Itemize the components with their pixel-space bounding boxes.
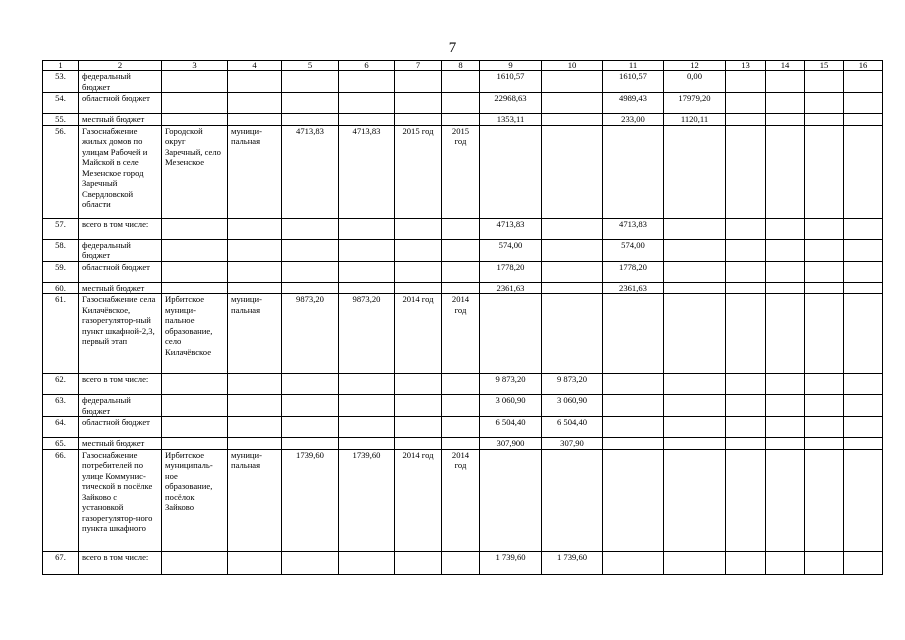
empty-cell bbox=[844, 93, 883, 114]
empty-cell bbox=[726, 417, 766, 438]
empty-cell bbox=[844, 417, 883, 438]
table-cell: 307,900 bbox=[480, 438, 542, 450]
table-cell bbox=[339, 374, 395, 395]
column-header: 1 bbox=[43, 61, 79, 71]
table-cell bbox=[542, 114, 603, 126]
table-cell: 1778,20 bbox=[603, 261, 664, 282]
table-cell: Ирбитское муниципаль-ное образование, посёлок Зайково bbox=[162, 449, 228, 551]
table-cell bbox=[442, 93, 480, 114]
table-cell: 2361,63 bbox=[603, 282, 664, 294]
empty-cell bbox=[726, 261, 766, 282]
empty-cell bbox=[726, 71, 766, 93]
table-cell bbox=[664, 218, 726, 239]
table-cell: 3 060,90 bbox=[542, 395, 603, 417]
table-header bbox=[43, 61, 883, 71]
table-cell: 0,00 bbox=[664, 71, 726, 93]
table-cell bbox=[442, 417, 480, 438]
table-row bbox=[43, 438, 883, 450]
table-cell bbox=[162, 114, 228, 126]
table-row bbox=[43, 417, 883, 438]
table-cell bbox=[162, 71, 228, 93]
row-number-cell: 53. bbox=[43, 71, 79, 93]
empty-cell bbox=[844, 395, 883, 417]
table-cell: 2014 год bbox=[442, 449, 480, 551]
row-number-cell: 58. bbox=[43, 239, 79, 261]
table-cell: 4713,83 bbox=[339, 125, 395, 218]
table-cell bbox=[162, 551, 228, 574]
row-number-cell: 56. bbox=[43, 125, 79, 218]
empty-cell bbox=[766, 93, 805, 114]
table-cell bbox=[282, 374, 339, 395]
table-cell: 1739,60 bbox=[339, 449, 395, 551]
table-cell bbox=[162, 239, 228, 261]
table-cell bbox=[339, 395, 395, 417]
table-cell bbox=[228, 261, 282, 282]
empty-cell bbox=[726, 114, 766, 126]
table-cell: 1 739,60 bbox=[542, 551, 603, 574]
row-number-cell: 55. bbox=[43, 114, 79, 126]
table-cell: 3 060,90 bbox=[480, 395, 542, 417]
empty-cell bbox=[805, 294, 844, 374]
table-cell bbox=[442, 395, 480, 417]
table-cell bbox=[282, 261, 339, 282]
table-cell: 4713,83 bbox=[603, 218, 664, 239]
table-cell: 574,00 bbox=[480, 239, 542, 261]
table-cell: 1353,11 bbox=[480, 114, 542, 126]
table-cell bbox=[542, 125, 603, 218]
table-cell bbox=[228, 551, 282, 574]
column-header: 7 bbox=[395, 61, 442, 71]
table-cell bbox=[542, 282, 603, 294]
table-cell bbox=[603, 417, 664, 438]
empty-cell bbox=[766, 395, 805, 417]
table-cell bbox=[282, 218, 339, 239]
table-cell bbox=[228, 218, 282, 239]
table-cell bbox=[162, 218, 228, 239]
table-cell bbox=[395, 395, 442, 417]
table-cell bbox=[603, 125, 664, 218]
table-cell bbox=[442, 239, 480, 261]
table-cell bbox=[282, 239, 339, 261]
table-cell bbox=[395, 93, 442, 114]
table-cell: 1610,57 bbox=[603, 71, 664, 93]
empty-cell bbox=[726, 218, 766, 239]
table-cell bbox=[664, 125, 726, 218]
column-header: 12 bbox=[664, 61, 726, 71]
empty-cell bbox=[766, 551, 805, 574]
table-cell bbox=[228, 71, 282, 93]
table-cell bbox=[603, 449, 664, 551]
table-cell bbox=[282, 282, 339, 294]
table-cell bbox=[339, 71, 395, 93]
column-header: 3 bbox=[162, 61, 228, 71]
table-cell: местный бюджет bbox=[79, 114, 162, 126]
row-number-cell: 66. bbox=[43, 449, 79, 551]
table-cell bbox=[162, 261, 228, 282]
table-cell bbox=[282, 551, 339, 574]
table-cell bbox=[603, 438, 664, 450]
column-header: 14 bbox=[766, 61, 805, 71]
table-row bbox=[43, 114, 883, 126]
table-cell bbox=[228, 417, 282, 438]
row-number-cell: 67. bbox=[43, 551, 79, 574]
column-header: 10 bbox=[542, 61, 603, 71]
table-cell bbox=[664, 261, 726, 282]
table-cell: Городской округ Заречный, село Мезенское bbox=[162, 125, 228, 218]
table-cell bbox=[442, 114, 480, 126]
table-cell bbox=[442, 374, 480, 395]
empty-cell bbox=[766, 294, 805, 374]
empty-cell bbox=[805, 551, 844, 574]
table-cell bbox=[339, 282, 395, 294]
table-row bbox=[43, 294, 883, 374]
table-cell: муници-пальная bbox=[228, 449, 282, 551]
empty-cell bbox=[766, 449, 805, 551]
table-cell bbox=[395, 239, 442, 261]
table-cell bbox=[395, 218, 442, 239]
empty-cell bbox=[766, 374, 805, 395]
table-cell bbox=[542, 449, 603, 551]
table-cell bbox=[442, 71, 480, 93]
table-cell bbox=[480, 449, 542, 551]
empty-cell bbox=[805, 374, 844, 395]
column-header: 2 bbox=[79, 61, 162, 71]
table-cell bbox=[664, 239, 726, 261]
column-header: 13 bbox=[726, 61, 766, 71]
row-number-cell: 59. bbox=[43, 261, 79, 282]
table-cell bbox=[395, 417, 442, 438]
table-cell bbox=[664, 282, 726, 294]
empty-cell bbox=[844, 125, 883, 218]
empty-cell bbox=[726, 93, 766, 114]
table-cell: всего в том числе: bbox=[79, 374, 162, 395]
table-cell: Газоснабжение жилых домов по улицам Рабочей и Майской в селе Мезенское город Заречный Свердловской области bbox=[79, 125, 162, 218]
table-cell bbox=[542, 93, 603, 114]
table-cell: Газоснабжение потребителей по улице Коммунис-тической в посёлке Зайково с установкой газорегулятор-ного пункта шкафного bbox=[79, 449, 162, 551]
empty-cell bbox=[766, 282, 805, 294]
table-cell: 4713,83 bbox=[282, 125, 339, 218]
empty-cell bbox=[766, 125, 805, 218]
table-cell: 2015 год bbox=[395, 125, 442, 218]
empty-cell bbox=[805, 438, 844, 450]
table-cell: 9873,20 bbox=[282, 294, 339, 374]
table-cell bbox=[162, 282, 228, 294]
table-cell: местный бюджет bbox=[79, 282, 162, 294]
table-cell bbox=[480, 125, 542, 218]
table-cell bbox=[395, 114, 442, 126]
table-cell bbox=[339, 261, 395, 282]
table-cell: 2361,63 bbox=[480, 282, 542, 294]
empty-cell bbox=[805, 218, 844, 239]
table-cell: областной бюджет bbox=[79, 417, 162, 438]
table-cell bbox=[228, 374, 282, 395]
table-cell: 6 504,40 bbox=[480, 417, 542, 438]
empty-cell bbox=[805, 71, 844, 93]
table-cell bbox=[228, 93, 282, 114]
table-cell bbox=[339, 93, 395, 114]
table-cell bbox=[339, 114, 395, 126]
table-cell: 1778,20 bbox=[480, 261, 542, 282]
column-header: 15 bbox=[805, 61, 844, 71]
table-cell: областной бюджет bbox=[79, 261, 162, 282]
row-number-cell: 54. bbox=[43, 93, 79, 114]
table-cell bbox=[542, 71, 603, 93]
empty-cell bbox=[844, 239, 883, 261]
table-cell: муници-пальная bbox=[228, 125, 282, 218]
table-row bbox=[43, 261, 883, 282]
table-cell: 1120,11 bbox=[664, 114, 726, 126]
table-cell bbox=[442, 438, 480, 450]
table-cell bbox=[395, 71, 442, 93]
table-cell: 4713,83 bbox=[480, 218, 542, 239]
table-row bbox=[43, 218, 883, 239]
empty-cell bbox=[844, 294, 883, 374]
row-number-cell: 60. bbox=[43, 282, 79, 294]
empty-cell bbox=[844, 114, 883, 126]
empty-cell bbox=[805, 239, 844, 261]
table-cell bbox=[339, 239, 395, 261]
row-number-cell: 62. bbox=[43, 374, 79, 395]
empty-cell bbox=[844, 218, 883, 239]
column-header: 9 bbox=[480, 61, 542, 71]
table-row bbox=[43, 125, 883, 218]
empty-cell bbox=[766, 438, 805, 450]
table-cell bbox=[282, 114, 339, 126]
table-cell bbox=[395, 261, 442, 282]
table-cell bbox=[603, 374, 664, 395]
table-cell: всего в том числе: bbox=[79, 551, 162, 574]
column-header: 16 bbox=[844, 61, 883, 71]
table-cell bbox=[339, 218, 395, 239]
table-cell bbox=[603, 551, 664, 574]
table-cell bbox=[395, 438, 442, 450]
empty-cell bbox=[805, 261, 844, 282]
table-cell: 2014 год bbox=[395, 449, 442, 551]
table-cell bbox=[542, 239, 603, 261]
table-cell: 1739,60 bbox=[282, 449, 339, 551]
table-cell: 17979,20 bbox=[664, 93, 726, 114]
table-cell bbox=[228, 114, 282, 126]
table-cell: всего в том числе: bbox=[79, 218, 162, 239]
row-number-cell: 61. bbox=[43, 294, 79, 374]
table-cell bbox=[282, 395, 339, 417]
empty-cell bbox=[766, 239, 805, 261]
table-cell: 9 873,20 bbox=[542, 374, 603, 395]
table-cell: федеральный бюджет bbox=[79, 239, 162, 261]
column-header: 4 bbox=[228, 61, 282, 71]
empty-cell bbox=[805, 417, 844, 438]
table-cell bbox=[664, 551, 726, 574]
table-cell bbox=[228, 282, 282, 294]
empty-cell bbox=[844, 438, 883, 450]
table-cell: 574,00 bbox=[603, 239, 664, 261]
table-cell bbox=[228, 438, 282, 450]
table-cell bbox=[395, 374, 442, 395]
table-cell: Ирбитское муници-пальное образование, село Килачёвское bbox=[162, 294, 228, 374]
table-body bbox=[43, 71, 883, 575]
table-cell bbox=[480, 294, 542, 374]
table-cell: федеральный бюджет bbox=[79, 71, 162, 93]
empty-cell bbox=[726, 551, 766, 574]
table-cell bbox=[395, 282, 442, 294]
empty-cell bbox=[726, 449, 766, 551]
empty-cell bbox=[805, 395, 844, 417]
empty-cell bbox=[844, 261, 883, 282]
table-cell bbox=[228, 395, 282, 417]
table-cell bbox=[664, 374, 726, 395]
empty-cell bbox=[726, 125, 766, 218]
empty-cell bbox=[844, 374, 883, 395]
table-cell: 22968,63 bbox=[480, 93, 542, 114]
table-cell bbox=[162, 438, 228, 450]
table-cell bbox=[603, 395, 664, 417]
empty-cell bbox=[766, 114, 805, 126]
column-header: 6 bbox=[339, 61, 395, 71]
empty-cell bbox=[726, 374, 766, 395]
table-cell: 233,00 bbox=[603, 114, 664, 126]
table-cell bbox=[664, 438, 726, 450]
row-number-cell: 57. bbox=[43, 218, 79, 239]
empty-cell bbox=[805, 125, 844, 218]
empty-cell bbox=[844, 449, 883, 551]
table-row bbox=[43, 449, 883, 551]
empty-cell bbox=[805, 282, 844, 294]
table-row bbox=[43, 282, 883, 294]
table-cell bbox=[162, 93, 228, 114]
table-row bbox=[43, 71, 883, 93]
table-cell: федеральный бюджет bbox=[79, 395, 162, 417]
table-cell: 1 739,60 bbox=[480, 551, 542, 574]
table-cell: 6 504,40 bbox=[542, 417, 603, 438]
table-cell: муници-пальная bbox=[228, 294, 282, 374]
empty-cell bbox=[726, 395, 766, 417]
row-number-cell: 63. bbox=[43, 395, 79, 417]
empty-cell bbox=[726, 438, 766, 450]
table-cell bbox=[442, 282, 480, 294]
table-row bbox=[43, 551, 883, 574]
table-cell: 4989,43 bbox=[603, 93, 664, 114]
empty-cell bbox=[726, 282, 766, 294]
empty-cell bbox=[766, 71, 805, 93]
table-cell bbox=[282, 417, 339, 438]
table-cell bbox=[339, 438, 395, 450]
page-number: 7 bbox=[448, 40, 457, 56]
empty-cell bbox=[805, 114, 844, 126]
table-cell: местный бюджет bbox=[79, 438, 162, 450]
table-cell: 2014 год bbox=[442, 294, 480, 374]
table-cell bbox=[339, 417, 395, 438]
column-header: 11 bbox=[603, 61, 664, 71]
table-cell bbox=[664, 395, 726, 417]
table-cell bbox=[664, 449, 726, 551]
table-row bbox=[43, 374, 883, 395]
table-cell bbox=[442, 551, 480, 574]
table-cell: 307,90 bbox=[542, 438, 603, 450]
table-cell bbox=[442, 261, 480, 282]
table-cell bbox=[162, 395, 228, 417]
empty-cell bbox=[805, 93, 844, 114]
empty-cell bbox=[766, 218, 805, 239]
table-cell bbox=[542, 218, 603, 239]
table-cell bbox=[282, 71, 339, 93]
table-row bbox=[43, 395, 883, 417]
empty-cell bbox=[844, 282, 883, 294]
table-cell: 1610,57 bbox=[480, 71, 542, 93]
table-cell: 9873,20 bbox=[339, 294, 395, 374]
empty-cell bbox=[726, 239, 766, 261]
table-cell bbox=[339, 551, 395, 574]
table-cell: 2015 год bbox=[442, 125, 480, 218]
column-header: 5 bbox=[282, 61, 339, 71]
table-cell bbox=[442, 218, 480, 239]
table-row bbox=[43, 93, 883, 114]
table-cell bbox=[664, 294, 726, 374]
table-cell: Газоснабжение села Килачёвское, газорегулятор-ный пункт шкафной-2,3, первый этап bbox=[79, 294, 162, 374]
table-cell bbox=[395, 551, 442, 574]
budget-table bbox=[42, 60, 883, 575]
table-cell: 2014 год bbox=[395, 294, 442, 374]
row-number-cell: 64. bbox=[43, 417, 79, 438]
table-row bbox=[43, 239, 883, 261]
table-cell: областной бюджет bbox=[79, 93, 162, 114]
empty-cell bbox=[805, 449, 844, 551]
table-cell: 9 873,20 bbox=[480, 374, 542, 395]
table-cell bbox=[282, 93, 339, 114]
table-cell bbox=[542, 261, 603, 282]
table-cell bbox=[282, 438, 339, 450]
empty-cell bbox=[766, 417, 805, 438]
empty-cell bbox=[726, 294, 766, 374]
column-header: 8 bbox=[442, 61, 480, 71]
row-number-cell: 65. bbox=[43, 438, 79, 450]
table-cell bbox=[664, 417, 726, 438]
empty-cell bbox=[844, 71, 883, 93]
table-cell bbox=[228, 239, 282, 261]
table-cell bbox=[603, 294, 664, 374]
empty-cell bbox=[766, 261, 805, 282]
table-cell bbox=[542, 294, 603, 374]
table-cell bbox=[162, 374, 228, 395]
table-cell bbox=[162, 417, 228, 438]
empty-cell bbox=[844, 551, 883, 574]
